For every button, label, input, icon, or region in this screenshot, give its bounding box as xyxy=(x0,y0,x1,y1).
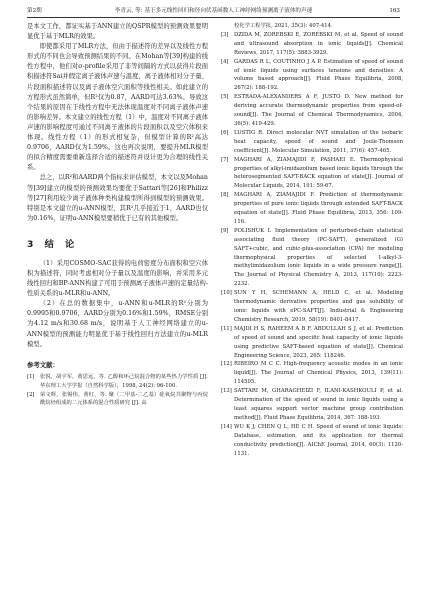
reference-number: [12] xyxy=(221,361,232,368)
reference-text: SATTARI M, GHARAGHEIZI F, ILANI-KASHKOULI P, et al. Determination of the speed of sound in ionic liquids using a least squares support vector machine group contribution method[J]. Fluid Phase Equilibria, 2014, 367: 188-193. xyxy=(234,388,403,421)
reference-item xyxy=(27,391,208,409)
body-paragraph: 是本文工作，都证实基于ANN建立的QSPR模型的预测效果要明显优于基于MLR的效果。 xyxy=(27,23,208,41)
reference-text: WU K J, CHEN Q L, HE C H. Speed of sound of ionic liquids: Database, estimation, and its application for thermal conductivity prediction[J]. AIChE Journal, 2014, 60(3): 1120-1131. xyxy=(234,423,403,457)
reference-text: ESTRADA-ALEXANDERS A F, JUSTO D. New method for deriving accurate thermodynamic properties from speed-of-sound[J]. The Journal of Chemical Thermodynamics, 2004, 36(5): 419-429. xyxy=(234,94,403,127)
reference-text: RIBEIRO M C C. High-frequency acoustic modes in an ionic liquid[J]. The Journal of Chemical Physics, 2013, 139(11): 114505. xyxy=(234,361,403,386)
reference-item xyxy=(221,156,403,192)
reference-item xyxy=(221,387,403,423)
reference-item xyxy=(221,31,403,58)
reference-text: LUSTIG R. Direct molecular NVT simulation of the isobaric heat capacity, speed of sound and Joule-Thomson coefficient[J]. Molecular Simulation, 2011, 37(6): 457-465. xyxy=(234,129,403,154)
reference-number: [5] xyxy=(221,94,229,101)
reference-item xyxy=(221,129,403,156)
section-heading-conclusions: 3 结 论 xyxy=(27,238,76,250)
reference-number: [9] xyxy=(221,227,229,234)
reference-text: 荣文辉，张锡伟，黄红，等. 聚（二甲基-二乙基）硅氧烷共聚物与丙烷酰烷烃组成的二元体系的混合性质研究 [J]. 高 xyxy=(40,391,208,407)
running-header xyxy=(27,6,400,18)
reference-number: [8] xyxy=(221,192,229,199)
reference-number: [7] xyxy=(221,156,229,163)
issue-number: 第2期 xyxy=(27,8,42,14)
reference-text: POLISHUK I. Implementation of perturbed-chain statistical associating fluid theory (PC-SAFT), generalized (G) SAFT+cubic, and cubic-plus-association (CPA) for modeling thermophysical properties of selected 1-alkyl-3-methylimidazolium ionic liquids in a wide pressure range[J]. The Journal of Physical Chemistry A, 2013, 117(10): 2223-2232. xyxy=(234,227,403,288)
reference-number: [3] xyxy=(221,31,229,38)
reference-number: [6] xyxy=(221,129,229,136)
running-title: 李青云, 等: 基于多元线性回归和径向伏基函数人工神经网络预测离子液体的声速 xyxy=(114,8,313,14)
reference-number: [14] xyxy=(221,423,232,430)
reference-number: [1] xyxy=(27,373,35,380)
reference-text: GARDAS R L, COUTINHO J A P. Estimation of speed of sound of ionic liquids using surfaces tensions and densities: A volume based approach[J]. Fluid Phase Equilibria, 2008, 267(2): 188-192. xyxy=(234,58,403,92)
reference-item xyxy=(221,423,403,459)
reference-text: MAJDI H S, RAHEEM A B F, ABDULLAH S J, et al. Prediction of speed of sound and specific heat capacity of ionic liquids using predictive SAFT-based equation of state[J]. Chemical Engineering Science, 2023, 265: 118246. xyxy=(234,325,403,359)
reference-continuation: 校化学工程学报, 2021, 35(3): 407-414. xyxy=(234,23,333,29)
reference-item xyxy=(221,58,403,94)
reference-text: SUN Y H, SCHEMANN A, HELD C, et al. Modeling thermodynamic derivative properties and gas solubility of ionic liquids with ePC-SAFT[J]. Industrial & Engineering Chemistry Research, 2019, 58(19): 8401-8417. xyxy=(234,290,403,323)
reference-number: [10] xyxy=(221,290,232,297)
reference-item xyxy=(221,227,403,289)
reference-item xyxy=(221,360,403,387)
conclusion-paragraph: （1）采用COSMO-SAC获得的电荷密度分布面积和空穴体积为描述符，同时考虑相对分子量以及温度的影响，并采用多元线性回归和BP-ANN构建了可用于预测离子液体声速的定量结构-性质关系的u-MLR和u-ANN。 xyxy=(27,259,208,298)
reference-number: [4] xyxy=(221,58,229,65)
references-heading: 参考文献： xyxy=(27,360,59,369)
reference-item xyxy=(221,325,403,361)
reference-item xyxy=(27,373,208,391)
reference-text: MAGHARI A, ZIAMAJIDI F. Prediction of thermodynamic properties of pure ionic liquids through extended SAFT-BACK equation of state[J]. Fluid Phase Equilibria, 2013, 356: 109-116. xyxy=(234,192,403,225)
reference-text: DZIDA M, ZOREBSKI E, ZOREBSKI M, et al. Speed of sound and ultrasound absorption in ionic liquids[J]. Chemical Reviews, 2017, 117(5): 3883-3929. xyxy=(234,31,403,56)
reference-number: [13] xyxy=(221,388,232,395)
reference-text: 张锐，胡宇军，黄思远，等. 乙醇和环己烷混合物的某些热力学性质 [J]. 华东理工大学学报（自然科学版），1998, 24(2): 96-100. xyxy=(40,373,208,389)
right-column xyxy=(221,22,403,458)
reference-item xyxy=(221,93,403,129)
reference-number: [2] xyxy=(27,391,35,398)
reference-number: [11] xyxy=(221,325,232,332)
conclusion-paragraph: （2）在总的数据集中，u-ANN和u-MLR的R²分别为0.9995和0.9706，AARD分别为0.16%和1.59%，RMSE分别为4.12 m/s和30.68 m/s，说明基于人工神经网络建立的u-ANN模型的预测能力明显优于基于线性回归方法建立的u-MLR模型。 xyxy=(27,300,208,348)
body-paragraph: 即使都采用了MLR方法，但由于描述符的差异以及线性方程形式的不同也会导致预测结果的不同。在Mohan等[39]构建的线性方程中，他们对σ-profile采用了非等间隔的方式以获得片段面积描述符Sai并假定离子液体声速与温度、离子液体相对分子量、片段面积描述符以及离子液体空穴面积等线性相关。如此建立的方程形式虽然简单，但R²仅为0.87，AARD可达3.63%。导致这个结果的原因在于线性方程中无法体现温度对不同离子液体声速的影响差异。本文建立的线性方程（1）中，温度对不同离子液体声速的影响程度可通过不同离子液体的片段面积以及空穴体积来体现。线性方程（1）的形式相复杂，但模型计算的R²高达0.9706，AARD仅为1.59%。这也再次说明，要提升MLR模型的拟合精度需要重新选择合适的描述符并设计更为合理的线性关系。 xyxy=(27,43,208,172)
reference-item xyxy=(221,191,403,227)
page-number: 163 xyxy=(389,8,400,14)
reference-item xyxy=(221,289,403,325)
body-paragraph: 总之，以R²和AARD两个指标来评估模型，本文以及Mohan等[39]建立的模型的预测效果均要优于Sattari等[26]和Philizz等[27]利用较少离子液体种类构建模型所得到模型的预测效果。特别是本文建立的u-ANN模型，其R²几乎接近于1，AARD也仅为0.16%，证明u-ANN模型要稍优于已有的其他模型。 xyxy=(27,174,208,222)
left-column xyxy=(27,22,208,408)
reference-text: MAGHARI A, ZIAMAJIDI F, PASHAEI E. Thermophysical properties of alkyl-imidazolium based ionic liquids through the heterosegmented SAFT-BACK equation of state[J]. Journal of Molecular Liquids, 2014, 191: 59-67. xyxy=(234,156,403,190)
